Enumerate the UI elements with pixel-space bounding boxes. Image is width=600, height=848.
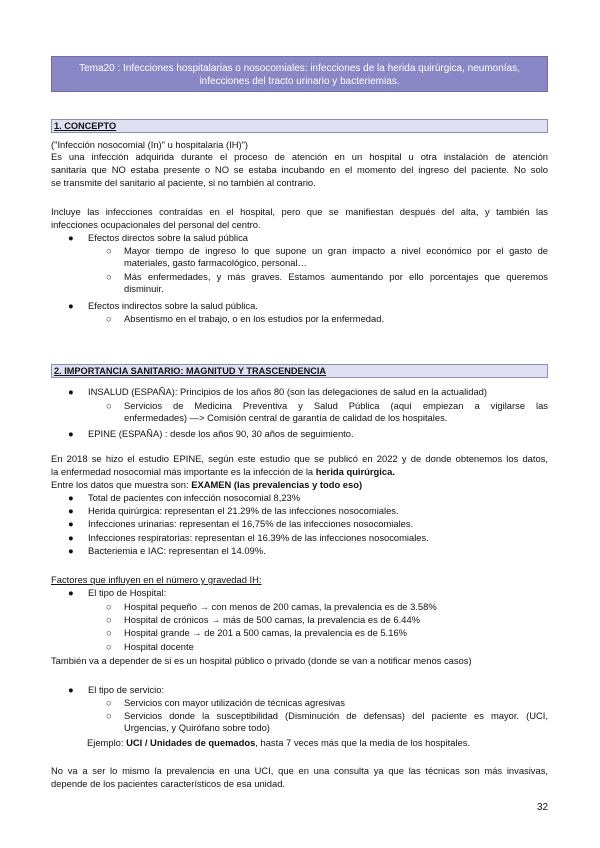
- paragraph-line: Incluye las infecciones contraídas en el hospital, pero que se manifiestan después del alta, y también las: [51, 206, 548, 217]
- exam-note: EXAMEN (las prevalencias y todo eso): [191, 479, 363, 490]
- stat-item: ● Infecciones respiratorias: representan el 16.39% de las infecciones nosocomiales.: [68, 532, 429, 543]
- paragraph-line: También va a depender de si es un hospital público o privado (donde se van a notificar menos casos): [51, 655, 472, 666]
- paragraph-line: la enfermedad nosocomial más importante es la infección de la herida quirúrgica.: [51, 466, 395, 477]
- highlight-text: herida quirúrgica.: [315, 466, 395, 477]
- paragraph-line: se transmite del sanitario al paciente, si no también al contrario.: [51, 177, 316, 188]
- list-item: ● Efectos indirectos sobre la salud pública.: [68, 300, 258, 311]
- bullet-icon: ●: [68, 545, 74, 556]
- bullet-icon: ●: [68, 386, 74, 397]
- list-subitem: ○ Más enfermedades, y más graves. Estamos aumentando por ello porcentajes que queremos disminuir.: [106, 271, 548, 294]
- sub-bullet-icon: ○: [106, 245, 112, 256]
- sub-bullet-icon: ○: [106, 614, 112, 625]
- title-line-2: infecciones del tracto urinario y bacteriemias.: [199, 76, 400, 87]
- sub-bullet-icon: ○: [106, 710, 112, 721]
- list-item: ● El tipo de servicio:: [68, 684, 165, 695]
- page-number: 32: [537, 802, 549, 813]
- bullet-icon: ●: [68, 505, 74, 516]
- bullet-icon: ●: [68, 300, 74, 311]
- definition-line: ("Infección nosocomial (In)" u hospitalaria (IH)"): [51, 139, 249, 150]
- paragraph-line: depende de los pacientes característicos de esa unidad.: [51, 778, 286, 789]
- stat-item: ● Total de pacientes con infección nosocomial 8,23%: [68, 492, 301, 503]
- sub-bullet-icon: ○: [106, 601, 112, 612]
- paragraph-line: sanitaria que NO estaba presente o NO se estaba incubando en el momento del ingreso del paciente. No solo: [51, 164, 548, 175]
- stat-item: ● Bacteriemia e IAC: representan el 14.09%.: [68, 545, 266, 556]
- title-line-1: Tema20 : Infecciones hospitalarias o nosocomiales: infecciones de la herida quirúrgica, neumonías,: [79, 63, 520, 74]
- bullet-icon: ●: [68, 518, 74, 529]
- bullet-icon: ●: [68, 587, 74, 598]
- paragraph-line: Entre los datos que muestra son: EXAMEN (las prevalencias y todo eso): [51, 479, 363, 490]
- sub-bullet-icon: ○: [106, 313, 112, 324]
- list-subitem: ○ Mayor tiempo de ingreso lo que supone un gran impacto a nivel económico por el gasto de materiales, gasto farmacológico, personal…: [106, 245, 548, 268]
- list-item: ● INSALUD (ESPAÑA): Principios de los años 80 (son las delegaciones de salud en la actualidad): [68, 386, 487, 397]
- section-heading-importancia: 2. IMPORTANCIA SANITARIO: MAGNITUD Y TRASCENDENCIA: [51, 364, 548, 378]
- example-line: Ejemplo: UCI / Unidades de quemados, hasta 7 veces más que la media de los hospitales.: [87, 737, 471, 748]
- bullet-icon: ●: [68, 428, 74, 439]
- paragraph-line: Es una infección adquirida durante el proceso de atención en un hospital u otra instalación de atención: [51, 151, 548, 162]
- bullet-icon: ●: [68, 232, 74, 243]
- bullet-icon: ●: [68, 532, 74, 543]
- list-item: ● El tipo de Hospital:: [68, 587, 167, 598]
- paragraph-line: No va a ser lo mismo la prevalencia en una UCI, que en una consulta ya que las técnicas son más invasivas,: [51, 765, 548, 776]
- paragraph-line: infecciones ocupacionales del personal del centro.: [51, 219, 261, 230]
- sub-bullet-icon: ○: [106, 641, 112, 652]
- bullet-icon: ●: [68, 684, 74, 695]
- sub-bullet-icon: ○: [106, 627, 112, 638]
- list-item: ● Efectos directos sobre la salud pública: [68, 232, 248, 243]
- sub-bullet-icon: ○: [106, 400, 112, 411]
- document-title: [51, 56, 548, 92]
- sub-bullet-icon: ○: [106, 271, 112, 282]
- list-subitem: ○ Servicios donde la susceptibilidad (Disminución de defensas) del paciente es mayor. (UCI, Urgencias, y Quirófano sobre todo): [106, 710, 548, 733]
- list-subitem: ○ Servicios de Medicina Preventiva y Salud Pública (aquí empiezan a vigilarse las enfermedades) —> Comisión central de garantía de calidad de los hospitales.: [106, 400, 548, 423]
- factors-heading: Factores que influyen en el número y gravedad IH:: [51, 574, 262, 585]
- section-heading-concepto: 1. CONCEPTO: [51, 119, 548, 133]
- bullet-icon: ●: [68, 492, 74, 503]
- paragraph-line: En 2018 se hizo el estudio EPINE, según este estudio que se publicó en 2022 y de donde obtenemos los datos,: [51, 453, 548, 464]
- stat-item: ● Infecciones urinarias: representan el 16,75% de las infecciones nosocomiales.: [68, 518, 414, 529]
- list-item: ● EPINE (ESPAÑA) : desde los años 90, 30 años de seguimiento.: [68, 428, 354, 439]
- stat-item: ● Herida quirúrgica: representan el 21.29% de las infecciones nosocomiales.: [68, 505, 399, 516]
- sub-bullet-icon: ○: [106, 697, 112, 708]
